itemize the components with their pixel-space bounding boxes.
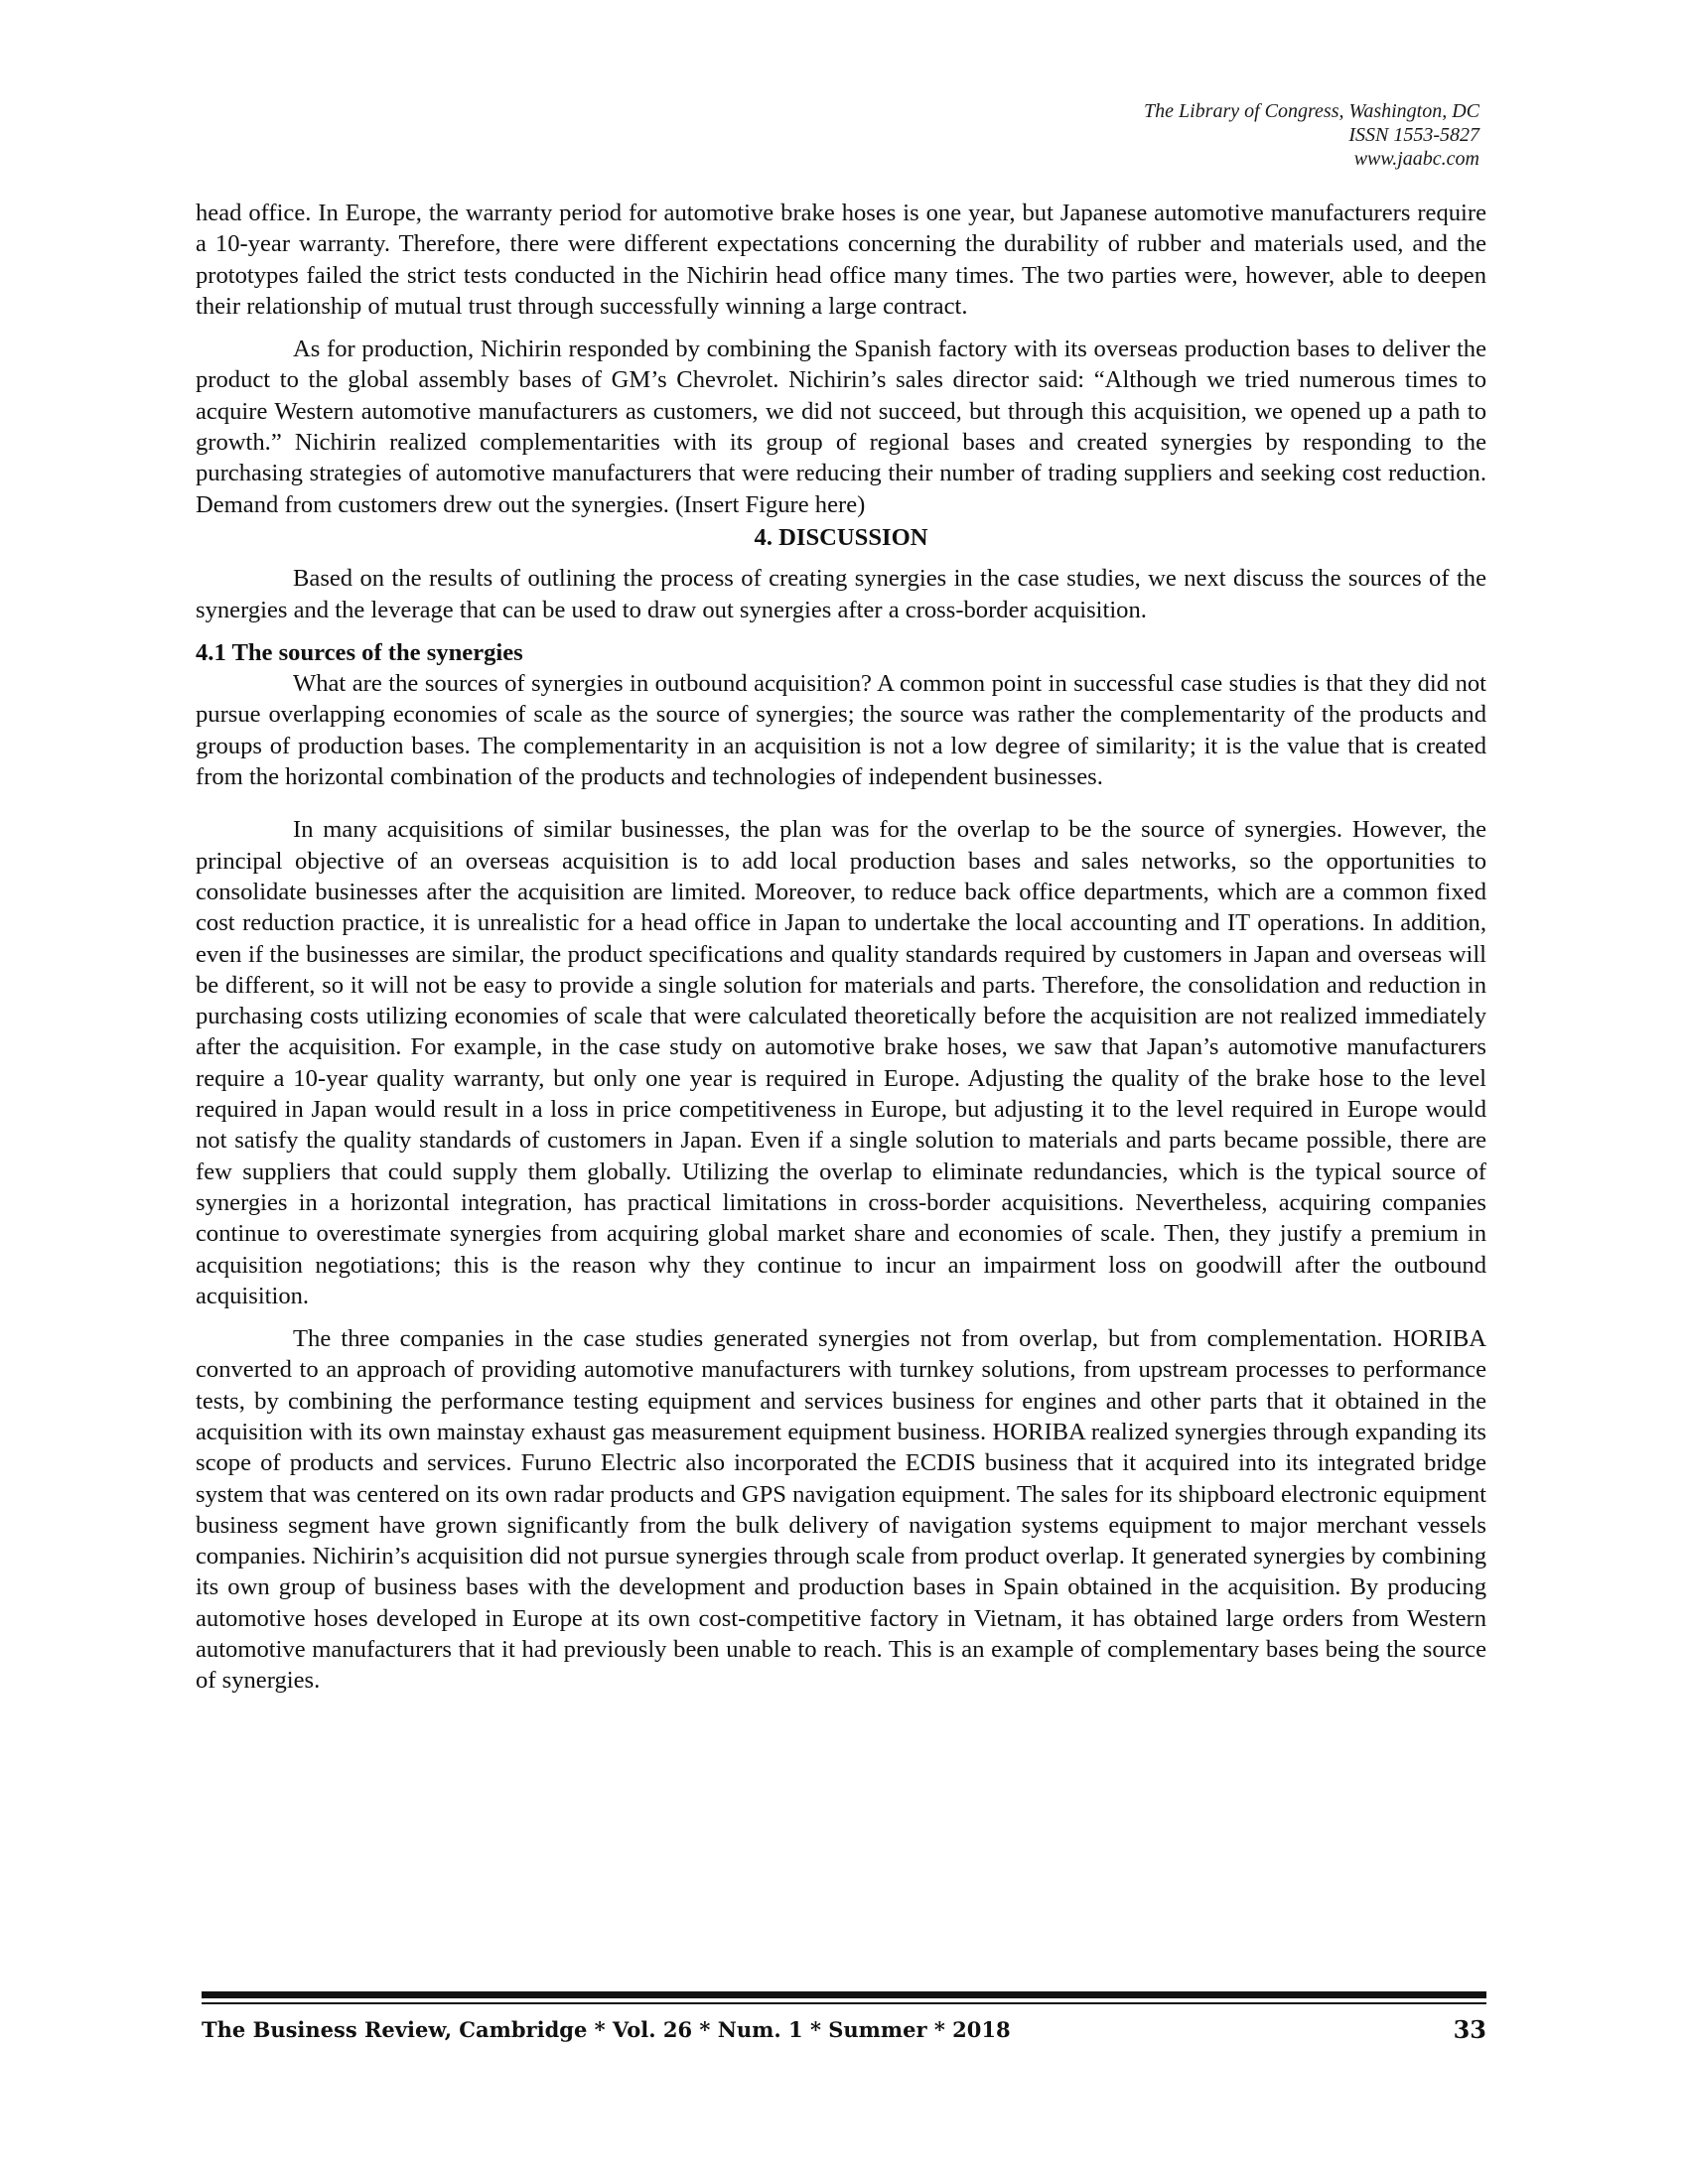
paragraph-discussion-intro: Based on the results of outlining the process of creating synergies in the case studies, we next discuss the sources of the synergies and the leverage that can be used to draw out synergies after a cross-border acquisition. bbox=[196, 565, 1486, 623]
paragraph-similar-businesses: In many acquisitions of similar businesses, the plan was for the overlap to be the source of synergies. However, the principal objective of an overseas acquisition is to add local production bases and sales networks, so the opportunities to consolidate businesses after the acquisition are limited. Moreover, to reduce back office departments, which are a common fixed cost reduction practice, it is unrealistic for a head office in Japan to undertake the local accounting and IT operations. In addition, even if the businesses are similar, the product specifications and quality standards required by customers in Japan and overseas will be different, so it will not be easy to provide a single solution for materials and parts. Therefore, the consolidation and reduction in purchasing costs utilizing economies of scale that were calculated theoretically before the acquisition are not realized immediately after the acquisition. For example, in the case study on automotive brake hoses, we saw that Japan’s automotive manufacturers require a 10-year quality warranty, but only one year is required in Europe. Adjusting the quality of the brake hose to the level required in Japan would result in a loss in price competitiveness in Europe, but adjusting it to the level required in Europe would not satisfy the quality standards of customers in Japan. Even if a single solution to materials and parts became possible, there are few suppliers that could supply them globally. Utilizing the overlap to eliminate redundancies, which is the typical source of synergies in a horizontal integration, has practical limitations in cross-border acquisitions. Nevertheless, acquiring companies continue to overestimate synergies from acquiring global market share and economies of scale. Then, they justify a premium in acquisition negotiations; this is the reason why they continue to incur an impairment loss on goodwill after the outbound acquisition. bbox=[196, 816, 1486, 1309]
section-heading-discussion: 4. DISCUSSION bbox=[754, 523, 928, 551]
page-number: 33 bbox=[1453, 2015, 1486, 2044]
paragraph-production: As for production, Nichirin responded by combining the Spanish factory with its overseas production bases to deliver the product to the global assembly bases of GM’s Chevrolet. Nichirin’s sales director said: “Although we tried numerous times to acquire Western automotive manufacturers as customers, we did not succeed, but through this acquisition, we opened up a path to growth.” Nichirin realized complementarities with its group of regional bases and created synergies by responding to the purchasing strategies of automotive manufacturers that were reducing their number of trading suppliers and seeking cost reduction. Demand from customers drew out the synergies. (Insert Figure here) bbox=[196, 336, 1486, 518]
page-header bbox=[1144, 99, 1479, 171]
footer-rule-thin bbox=[202, 2002, 1486, 2004]
footer-rule-thick bbox=[202, 1991, 1486, 1998]
paragraph-sources-question: What are the sources of synergies in outbound acquisition? A common point in successful case studies is that they did not pursue overlapping economies of scale as the source of synergies; the source was rather the complementarity of the products and groups of production bases. The complementarity in an acquisition is not a low degree of similarity; it is the value that is created from the horizontal combination of the products and technologies of independent businesses. bbox=[196, 670, 1486, 791]
header-website: www.jaabc.com bbox=[1353, 148, 1479, 170]
paragraph-continued: head office. In Europe, the warranty period for automotive brake hoses is one year, but Japanese automotive manufacturers require a 10-year warranty. Therefore, there were different expectations concerning the durability of rubber and materials used, and the prototypes failed the strict tests conducted in the Nichirin head office many times. The two parties were, however, able to deepen their relationship of mutual trust through successfully winning a large contract. bbox=[196, 200, 1486, 320]
article-body bbox=[196, 198, 1486, 1708]
footer-citation: The Business Review, Cambridge * Vol. 26 * Num. 1 * Summer * 2018 bbox=[202, 2017, 1011, 2042]
subsection-heading-sources: 4.1 The sources of the synergies bbox=[196, 638, 523, 666]
paragraph-three-companies: The three companies in the case studies generated synergies not from overlap, but from complementation. HORIBA converted to an approach of providing automotive manufacturers with turnkey solutions, from upstream processes to performance tests, by combining the performance testing equipment and services business for engines and other parts that it obtained in the acquisition with its own mainstay exhaust gas measurement equipment business. HORIBA realized synergies through expanding its scope of products and services. Furuno Electric also incorporated the ECDIS business that it acquired into its integrated bridge system that was centered on its own radar products and GPS navigation equipment. The sales for its shipboard electronic equipment business segment have grown significantly from the bulk delivery of navigation systems equipment to major merchant vessels companies. Nichirin’s acquisition did not pursue synergies through scale from product overlap. It generated synergies by combining its own group of business bases with the development and production bases in Spain obtained in the acquisition. By producing automotive hoses developed in Europe at its own cost-competitive factory in Vietnam, it has obtained large orders from Western automotive manufacturers that it had previously been unable to reach. This is an example of complementary bases being the source of synergies. bbox=[196, 1325, 1486, 1695]
header-publisher: The Library of Congress, Washington, DC bbox=[1143, 100, 1479, 122]
header-issn: ISSN 1553-5827 bbox=[1348, 124, 1479, 146]
